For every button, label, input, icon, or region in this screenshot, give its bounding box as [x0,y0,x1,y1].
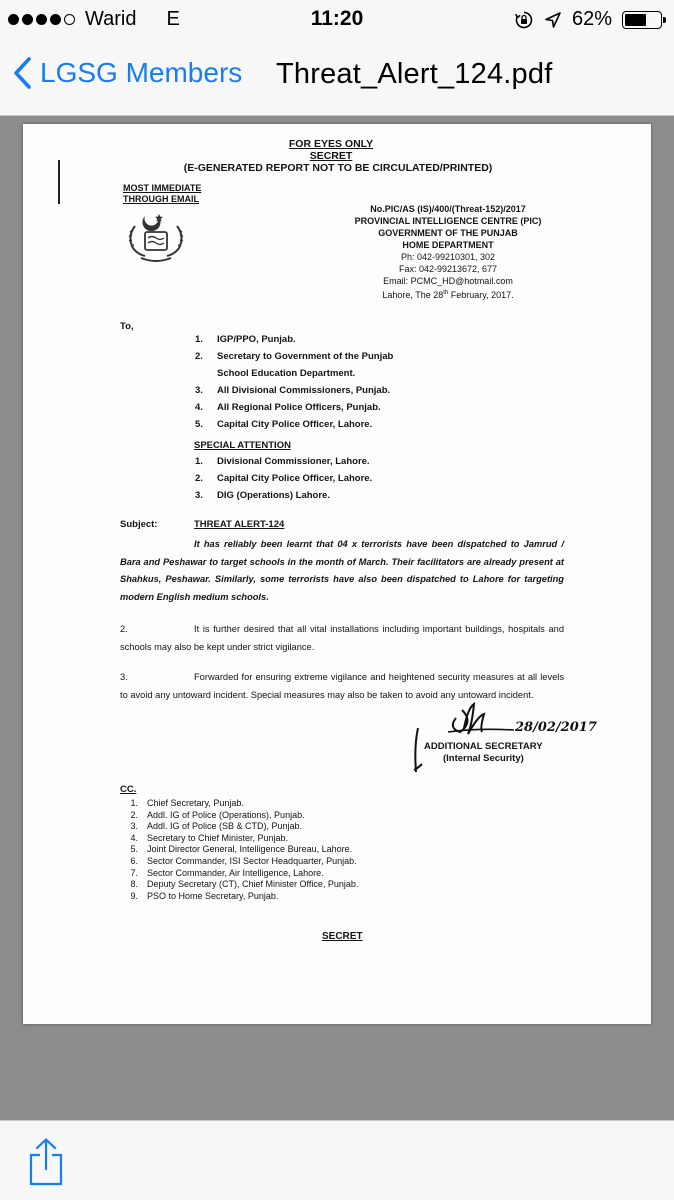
list-item: 5. Capital City Police Officer, Lahore. [195,419,373,430]
cc-label: CC. [120,784,137,795]
paragraph-2: 2. It is further desired that all vital installations including important buildings, hospitals and schools may also be kept under strict vigilance. [120,624,564,652]
org-name-line3: HOME DEPARTMENT [402,240,494,250]
share-icon [26,1137,66,1187]
list-item: 1. IGP/PPO, Punjab. [195,334,296,345]
list-item: 3. Addl. IG of Police (SB & CTD), Punjab. [130,821,303,832]
network-type: E [166,8,180,30]
list-item: 3. All Divisional Commissioners, Punjab. [195,385,391,396]
carrier-name: Warid [85,8,137,30]
subject-value: THREAT ALERT-124 [194,519,285,530]
share-button[interactable] [26,1137,66,1192]
location-arrow-icon [544,11,562,29]
most-immediate-label: MOST IMMEDIATE [123,183,202,193]
status-right [514,8,662,31]
battery-fill [625,14,646,26]
clock: 11:20 [310,7,364,30]
through-email-label: THROUGH EMAIL [123,194,199,204]
list-item: School Education Department. [217,368,356,379]
to-label: To, [120,321,134,332]
subject-label: Subject: [120,519,158,530]
list-item: 9. PSO to Home Secretary, Punjab. [130,890,279,901]
orientation-lock-icon [514,10,534,30]
list-item: 2. Secretary to Government of the Punjab [195,351,394,362]
pdf-page [23,124,651,1024]
email-address: Email: PCMC_HD@hotmail.com [383,276,513,286]
phone-number: Ph: 042-99210301, 302 [400,252,496,262]
org-name-line2: GOVERNMENT OF THE PUNJAB [378,228,518,238]
special-recipient-list [195,456,495,507]
secret-heading: SECRET [309,150,353,162]
list-item: 4. All Regional Police Officers, Punjab. [195,402,381,413]
special-attention-heading: SPECIAL ATTENTION [194,440,291,451]
pdf-viewer[interactable] [0,116,674,1120]
sender-address-block [323,203,573,301]
document-date: Lahore, The 28th February, 2017. [382,290,514,300]
e-generated-notice: (E-GENERATED REPORT NOT TO BE CIRCULATED/PRINTED) [183,162,493,174]
list-item: 3. DIG (Operations) Lahore. [195,490,330,501]
list-item: 1. Divisional Commissioner, Lahore. [195,456,370,467]
punjab-government-emblem-icon [121,208,191,264]
battery-percent: 62% [571,8,612,30]
margin-mark [58,160,60,204]
signal-strength-icon [8,14,75,25]
list-item: 2. Addl. IG of Police (Operations), Punjab. [130,809,305,820]
list-item: 1. Chief Secretary, Punjab. [130,798,244,808]
signature-date: 28/02/2017 [515,720,597,735]
battery-icon [622,11,662,29]
list-item: 5. Joint Director General, Intelligence Bureau, Lahore. [130,844,353,855]
back-button-label: LGSG Members [40,57,243,88]
back-button[interactable] [12,56,242,90]
status-left [8,8,180,31]
bottom-toolbar [0,1120,674,1200]
paragraph-1: It has reliably been learnt that 04 x terrorists have been dispatched to Jamrud / Bara and Peshawar to target schools in the month of March. Their facilitators are already present at Shahkus, Peshawar. Similarly, some terrorists have also been dispatched to Lahore for targeting modern English medium schools. [120,539,564,602]
paragraph-3: 3. Forwarded for ensuring extreme vigilance and heightened security measures at all levels to avoid any untoward incident. Special measures may also be taken to avoid any untoward incident. [120,672,564,700]
footer-secret: SECRET [322,931,363,942]
list-item: 6. Sector Commander, ISI Sector Headquarter, Punjab. [130,855,357,866]
navigation-bar [0,40,674,116]
signatory-subtitle: (Internal Security) [443,753,524,764]
page-title: Threat_Alert_124.pdf [276,58,553,90]
recipient-list [195,334,495,436]
list-item: 8. Deputy Secretary (CT), Chief Minister Office, Punjab. [130,879,359,890]
chevron-left-icon [12,56,32,90]
signatory-title: ADDITIONAL SECRETARY [424,741,543,752]
list-item: 2. Capital City Police Officer, Lahore. [195,473,373,484]
list-item: 7. Sector Commander, Air Intelligence, Lahore. [130,867,324,878]
reference-number: No.PIC/AS (IS)/400/(Threat-152)/2017 [370,204,526,214]
for-eyes-only-heading: FOR EYES ONLY [288,138,374,150]
status-bar [0,0,674,40]
list-item: 4. Secretary to Chief Minister, Punjab. [130,832,289,843]
handwritten-signature [408,698,608,778]
cc-list [120,798,520,902]
org-name-line1: PROVINCIAL INTELLIGENCE CENTRE (PIC) [354,216,542,226]
fax-number: Fax: 042-99213672, 677 [398,264,498,274]
